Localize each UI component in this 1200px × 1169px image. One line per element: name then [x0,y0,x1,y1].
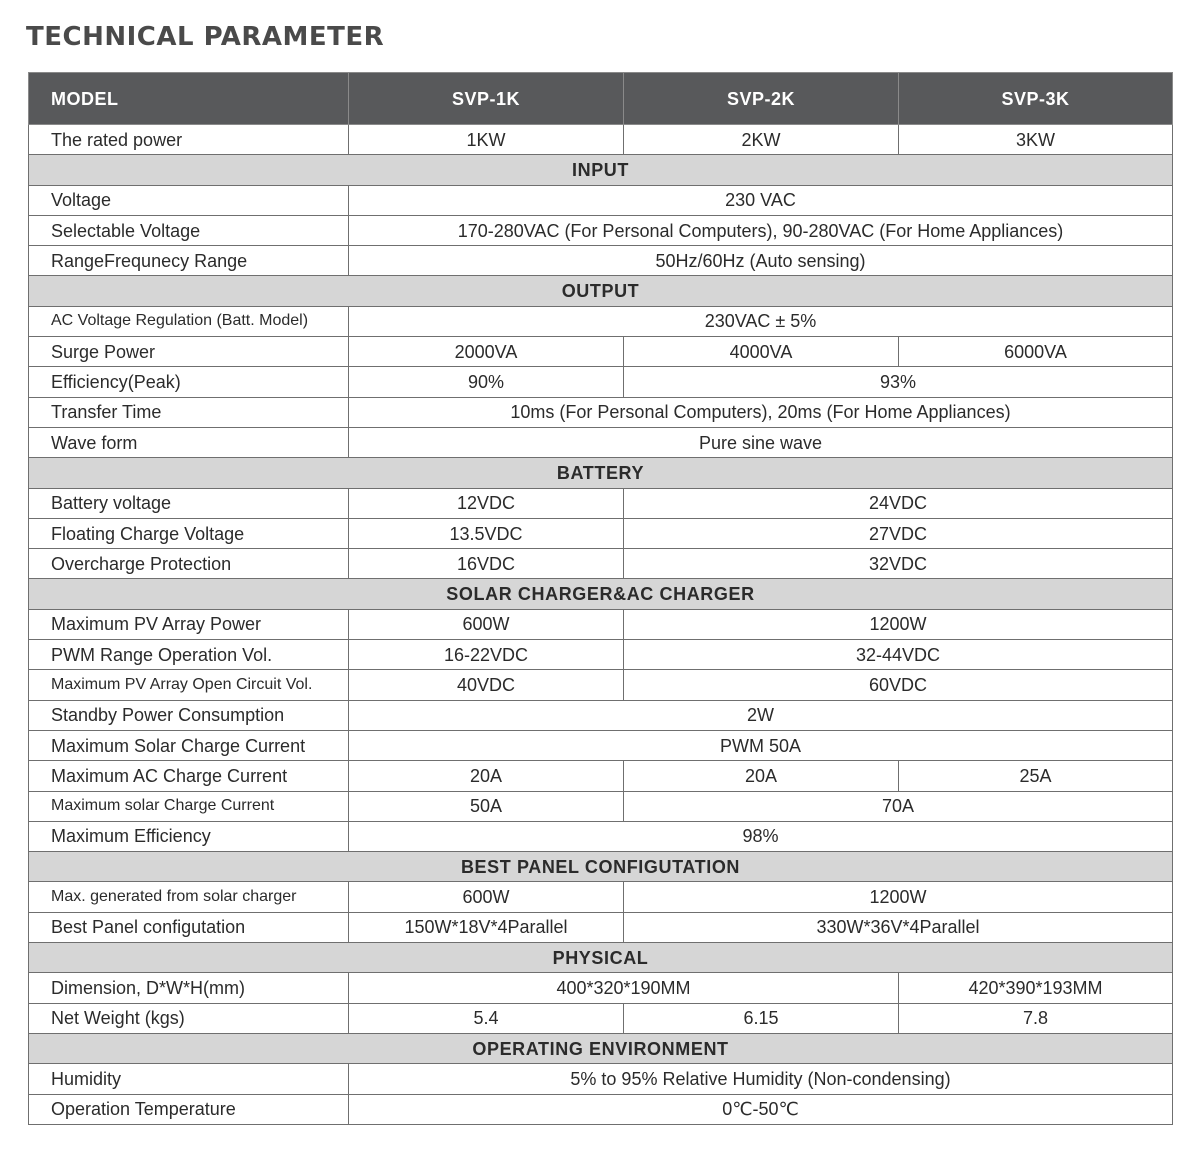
table-body [29,125,1173,1125]
row-value: 420*390*193MM [899,973,1173,1003]
row-value: 32VDC [624,549,1173,579]
row-label: Selectable Voltage [29,215,349,245]
section-title: PHYSICAL [29,943,1173,973]
table-row [29,1064,1173,1094]
table-row [29,1094,1173,1124]
row-value: 1KW [349,125,624,155]
section-header-row [29,579,1173,609]
header-model-svp-1k: SVP-1K [349,73,624,125]
row-label: Operation Temperature [29,1094,349,1124]
table-row [29,306,1173,336]
row-value: 600W [349,609,624,639]
row-value: 32-44VDC [624,640,1173,670]
row-value: 2W [349,700,1173,730]
row-label: Net Weight (kgs) [29,1003,349,1033]
row-label: Maximum AC Charge Current [29,761,349,791]
row-value: 0℃-50℃ [349,1094,1173,1124]
table-row [29,427,1173,457]
section-title: BATTERY [29,458,1173,488]
section-header-row [29,155,1173,185]
row-label: Wave form [29,427,349,457]
row-value: 24VDC [624,488,1173,518]
section-header-row [29,1033,1173,1063]
row-value: 6.15 [624,1003,899,1033]
table-row [29,821,1173,851]
table-row [29,337,1173,367]
section-title: INPUT [29,155,1173,185]
table-row [29,761,1173,791]
row-label: Standby Power Consumption [29,700,349,730]
row-value: 27VDC [624,518,1173,548]
row-label: Floating Charge Voltage [29,518,349,548]
table-row [29,397,1173,427]
header-model: MODEL [29,73,349,125]
row-value: 50A [349,791,624,821]
row-value: 400*320*190MM [349,973,899,1003]
page-title: TECHNICAL PARAMETER [26,22,385,52]
table-row [29,125,1173,155]
table-row [29,730,1173,760]
row-value: 1200W [624,882,1173,912]
row-label: Maximum PV Array Open Circuit Vol. [29,670,349,700]
table-row [29,882,1173,912]
row-label: Surge Power [29,337,349,367]
section-header-row [29,276,1173,306]
row-value: 50Hz/60Hz (Auto sensing) [349,246,1173,276]
table-row [29,973,1173,1003]
table-row [29,185,1173,215]
row-label: Max. generated from solar charger [29,882,349,912]
row-value: 60VDC [624,670,1173,700]
header-model-svp-3k: SVP-3K [899,73,1173,125]
section-header-row [29,852,1173,882]
row-value: 2KW [624,125,899,155]
section-title: OUTPUT [29,276,1173,306]
row-label: AC Voltage Regulation (Batt. Model) [29,306,349,336]
row-label: Transfer Time [29,397,349,427]
row-value: 230VAC ± 5% [349,306,1173,336]
table-row [29,246,1173,276]
row-value: 230 VAC [349,185,1173,215]
row-label: Humidity [29,1064,349,1094]
row-value: PWM 50A [349,730,1173,760]
section-header-row [29,943,1173,973]
row-label: Best Panel configutation [29,912,349,942]
row-value: 20A [349,761,624,791]
row-label: Voltage [29,185,349,215]
row-label: Efficiency(Peak) [29,367,349,397]
row-label: The rated power [29,125,349,155]
row-value: 3KW [899,125,1173,155]
table-row [29,215,1173,245]
row-value: 600W [349,882,624,912]
row-value: 93% [624,367,1173,397]
row-value: 5% to 95% Relative Humidity (Non-condensing) [349,1064,1173,1094]
row-value: 330W*36V*4Parallel [624,912,1173,942]
table-row [29,640,1173,670]
table-header-row [29,73,1173,125]
section-title: OPERATING ENVIRONMENT [29,1033,1173,1063]
row-label: Overcharge Protection [29,549,349,579]
row-label: Maximum PV Array Power [29,609,349,639]
section-header-row [29,458,1173,488]
row-value: 2000VA [349,337,624,367]
table-row [29,549,1173,579]
row-value: 20A [624,761,899,791]
row-value: 16-22VDC [349,640,624,670]
technical-parameter-table [28,72,1173,1125]
row-value: 150W*18V*4Parallel [349,912,624,942]
row-value: 1200W [624,609,1173,639]
row-value: 40VDC [349,670,624,700]
row-value: 5.4 [349,1003,624,1033]
row-value: 16VDC [349,549,624,579]
row-value: 70A [624,791,1173,821]
table-row [29,609,1173,639]
row-value: 170-280VAC (For Personal Computers), 90-280VAC (For Home Appliances) [349,215,1173,245]
row-value: 90% [349,367,624,397]
table-row [29,670,1173,700]
row-value: 98% [349,821,1173,851]
row-value: 12VDC [349,488,624,518]
row-value: 6000VA [899,337,1173,367]
row-label: Maximum Efficiency [29,821,349,851]
row-value: 7.8 [899,1003,1173,1033]
row-value: 10ms (For Personal Computers), 20ms (For Home Appliances) [349,397,1173,427]
table-row [29,700,1173,730]
row-value: 4000VA [624,337,899,367]
section-title: BEST PANEL CONFIGUTATION [29,852,1173,882]
row-value: Pure sine wave [349,427,1173,457]
table-row [29,367,1173,397]
row-value: 13.5VDC [349,518,624,548]
table-row [29,1003,1173,1033]
table-row [29,791,1173,821]
row-label: PWM Range Operation Vol. [29,640,349,670]
table-row [29,488,1173,518]
row-label: RangeFrequnecy Range [29,246,349,276]
row-label: Maximum Solar Charge Current [29,730,349,760]
row-label: Dimension, D*W*H(mm) [29,973,349,1003]
table-row [29,518,1173,548]
row-value: 25A [899,761,1173,791]
section-title: SOLAR CHARGER&AC CHARGER [29,579,1173,609]
table-row [29,912,1173,942]
header-model-svp-2k: SVP-2K [624,73,899,125]
row-label: Maximum solar Charge Current [29,791,349,821]
row-label: Battery voltage [29,488,349,518]
